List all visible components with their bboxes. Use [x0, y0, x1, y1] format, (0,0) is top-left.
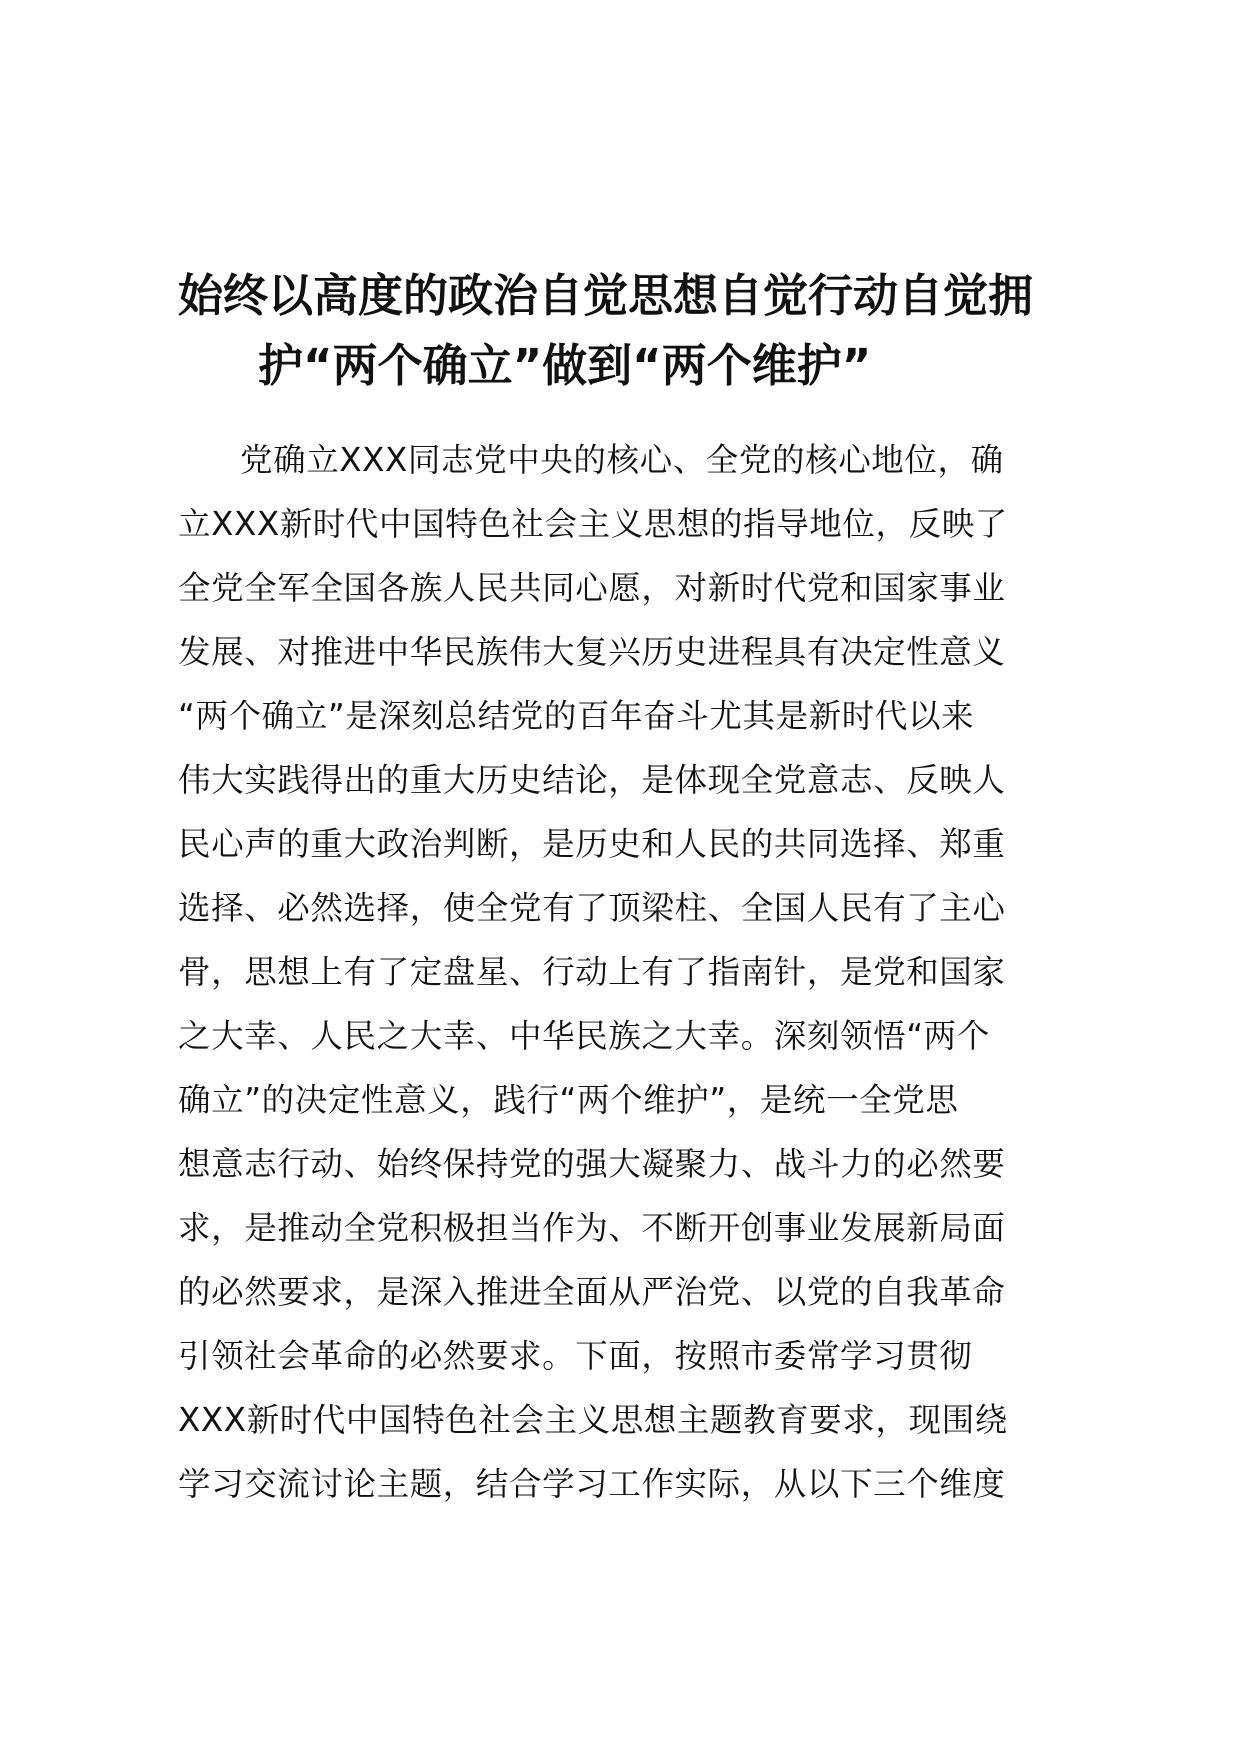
- body-line-7: 民心声的重大政治判断，是历史和人民的共同选择、郑重: [178, 825, 1006, 863]
- body-line-14: 的必然要求，是深入推进全面从严治党、以党的自我革命: [178, 1273, 1006, 1311]
- document-title-line-2: 护“两个确立”做到“两个维护”: [258, 339, 872, 392]
- body-line-13: 求，是推动全党积极担当作为、不断开创事业发展新局面: [178, 1209, 1006, 1247]
- body-line-9: 骨，思想上有了定盘星、行动上有了指南针，是党和国家: [178, 953, 1006, 991]
- body-line-15: 引领社会革命的必然要求。下面，按照市委常学习贯彻: [178, 1337, 973, 1375]
- body-line-17: 学习交流讨论主题，结合学习工作实际，从以下三个维度: [178, 1465, 1006, 1503]
- body-line-11: 确立”的决定性意义，践行“两个维护”，是统一全党思: [178, 1081, 959, 1119]
- body-line-16: XXX新时代中国特色社会主义思想主题教育要求，现围绕: [178, 1401, 1008, 1439]
- body-line-4: 发展、对推进中华民族伟大复兴历史进程具有决定性意义: [178, 633, 1006, 671]
- document-title-line-1: 始终以高度的政治自觉思想自觉行动自觉拥: [178, 269, 1034, 322]
- body-line-10: 之大幸、人民之大幸、中华民族之大幸。深刻领悟“两个: [178, 1017, 990, 1055]
- body-line-5: “两个确立”是深刻总结党的百年奋斗尤其是新时代以来: [178, 697, 975, 735]
- body-line-12: 想意志行动、始终保持党的强大凝聚力、战斗力的必然要: [178, 1145, 1006, 1183]
- body-line-2: 立XXX新时代中国特色社会主义思想的指导地位，反映了: [178, 505, 1008, 543]
- body-line-3: 全党全军全国各族人民共同心愿，对新时代党和国家事业: [178, 569, 1006, 607]
- body-line-8: 选择、必然选择，使全党有了顶梁柱、全国人民有了主心: [178, 889, 1006, 927]
- body-line-6: 伟大实践得出的重大历史结论，是体现全党意志、反映人: [178, 761, 1006, 799]
- body-line-1: 党确立XXX同志党中央的核心、全党的核心地位，确: [240, 441, 1004, 479]
